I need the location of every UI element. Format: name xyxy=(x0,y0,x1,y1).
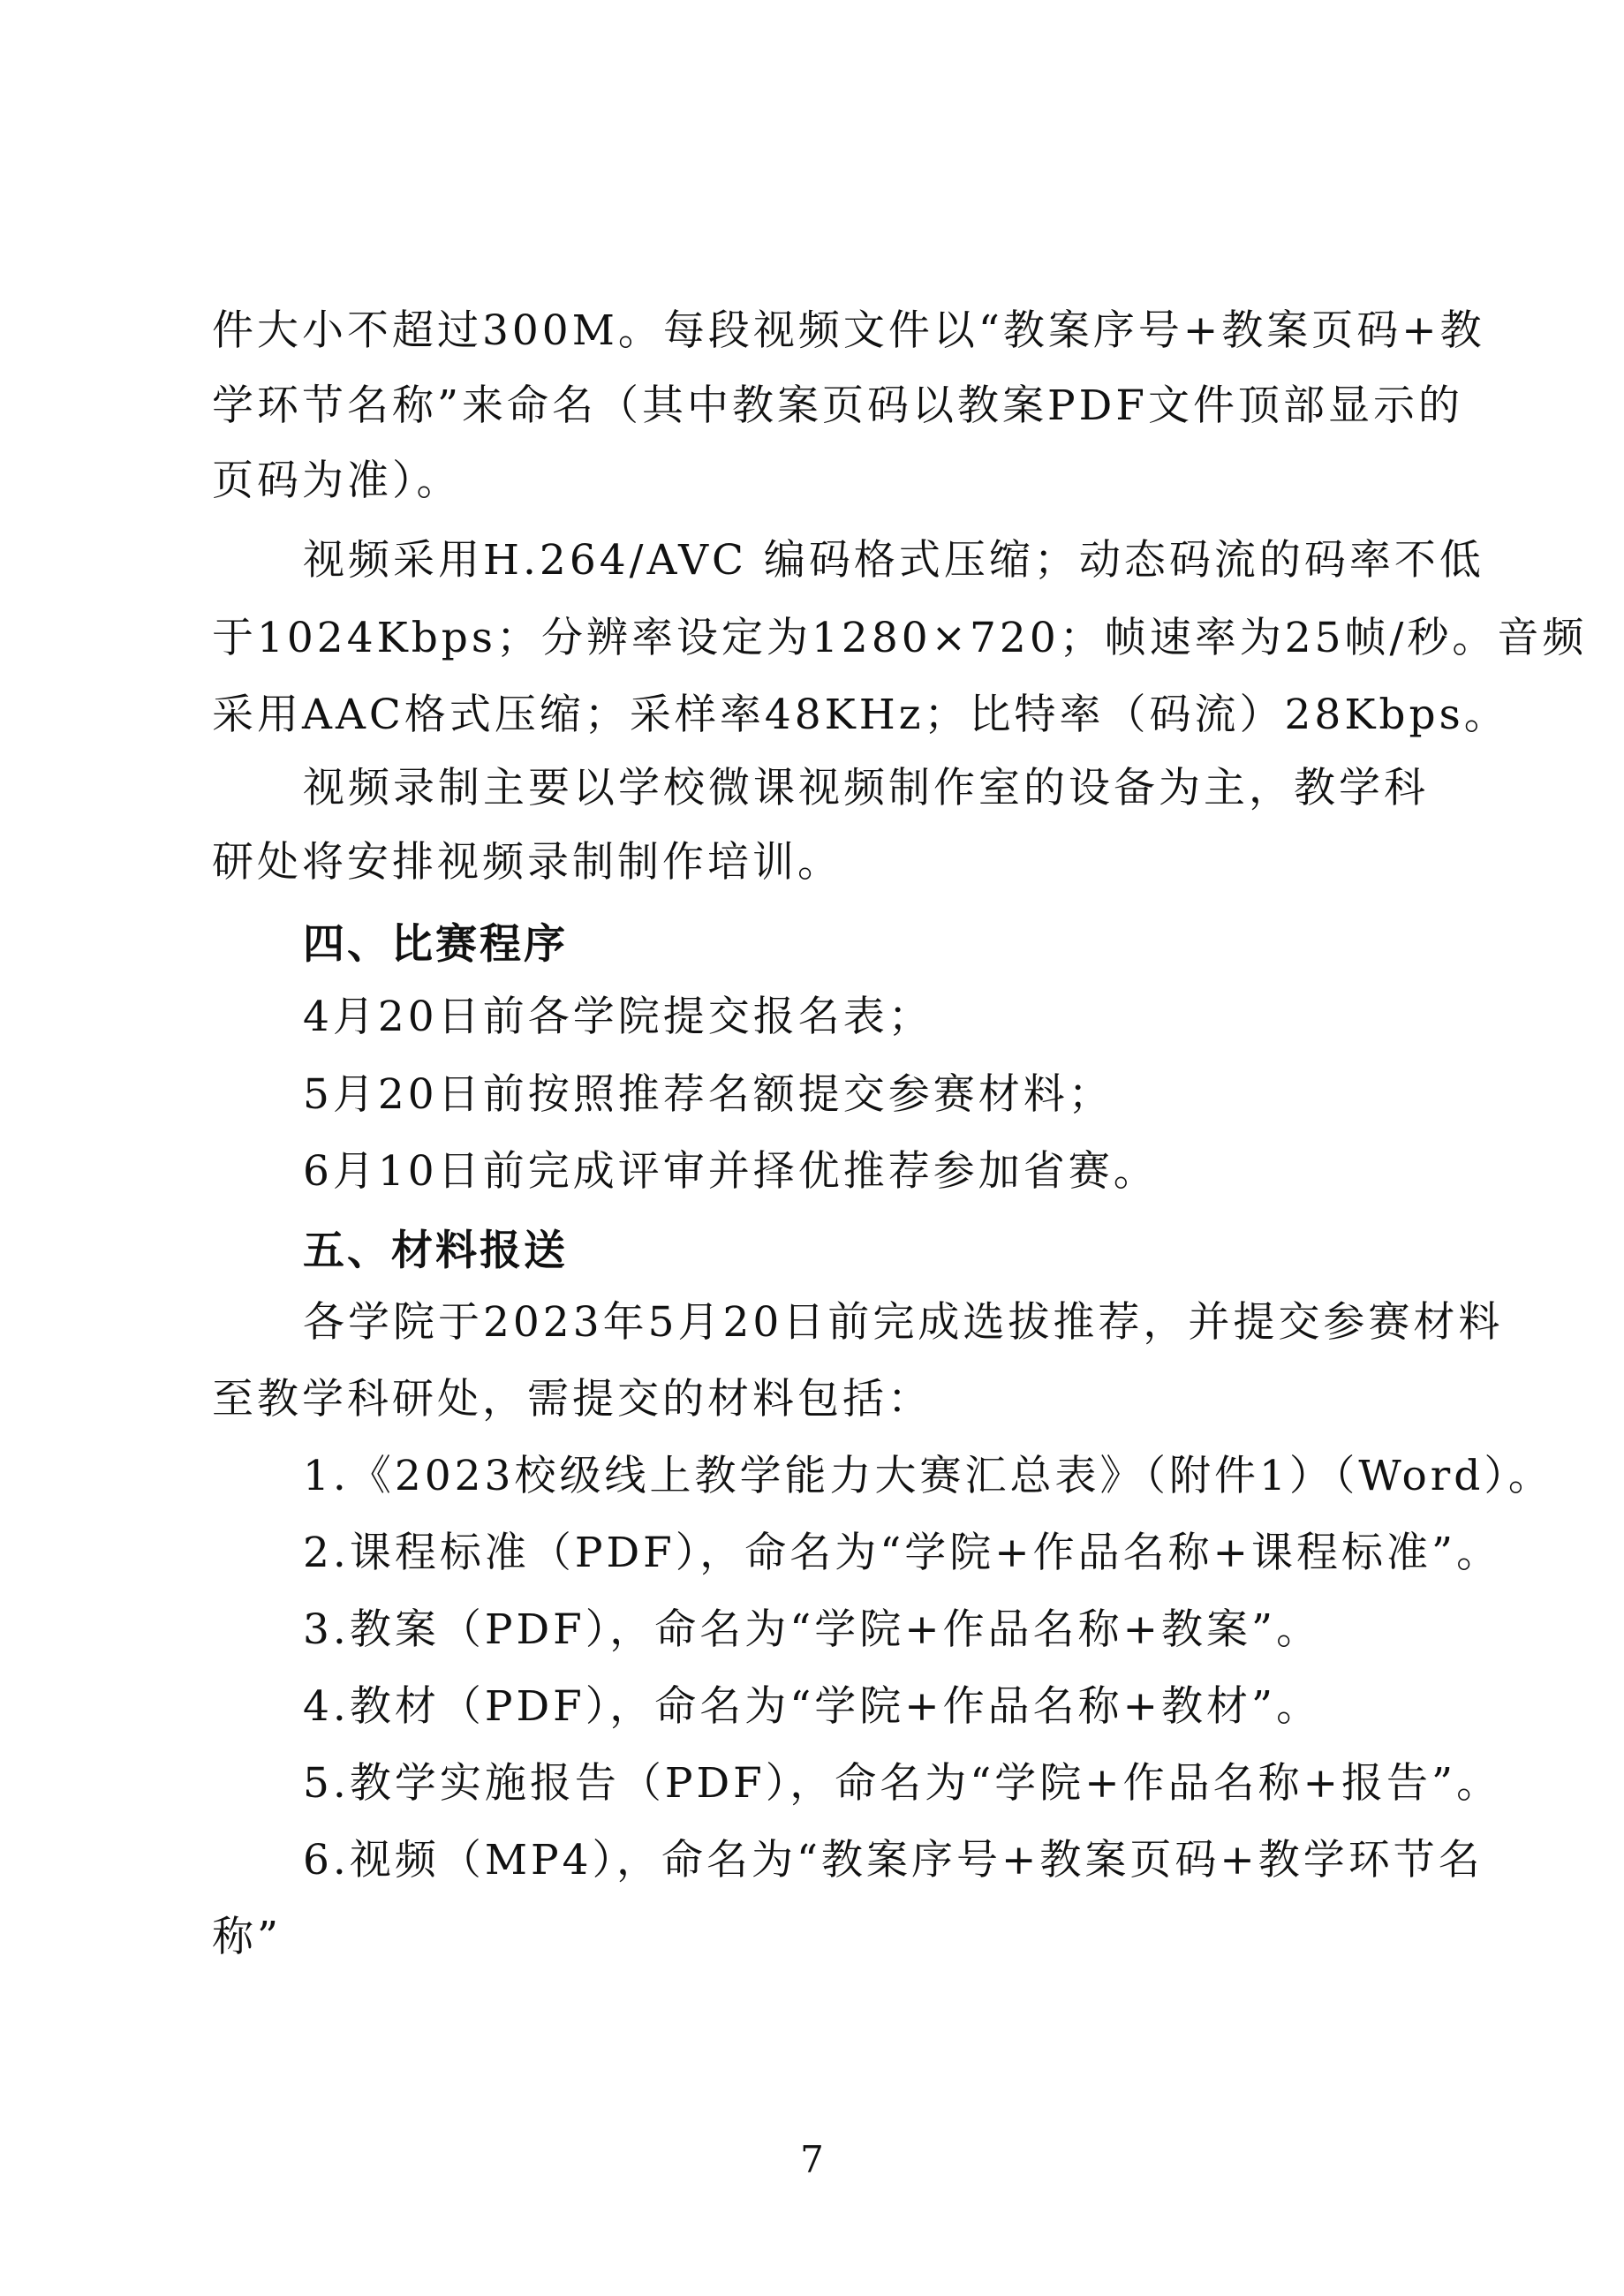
page-number: 7 xyxy=(800,2138,824,2181)
list-item-continuation: 称” xyxy=(212,1913,283,1961)
paragraph-line: 采用AAC格式压缩；采样率48KHz；比特率（码流）28Kbps。 xyxy=(212,691,1509,739)
list-item: 6.视频（MP4），命名为“教案序号+教案页码+教学环节名 xyxy=(303,1836,1484,1884)
paragraph-line: 各学院于2023年5月20日前完成选拔推荐，并提交参赛材料 xyxy=(303,1298,1504,1347)
paragraph-line: 研处将安排视频录制制作培训。 xyxy=(212,838,842,887)
list-item: 3.教案（PDF），命名为“学院+作品名称+教案”。 xyxy=(303,1605,1322,1654)
paragraph-line: 至教学科研处，需提交的材料包括： xyxy=(212,1375,933,1424)
paragraph-line: 于1024Kbps；分辨率设定为1280×720；帧速率为25帧/秒。音频 xyxy=(212,614,1588,662)
paragraph-line: 视频采用H.264/AVC 编码格式压缩；动态码流的码率不低 xyxy=(303,536,1484,585)
list-item: 2.课程标准（PDF），命名为“学院+作品名称+课程标准”。 xyxy=(303,1529,1502,1577)
list-item: 1.《2023校级线上教学能力大赛汇总表》（附件1）（Word）。 xyxy=(303,1452,1553,1500)
paragraph-line: 4月20日前各学院提交报名表； xyxy=(303,993,933,1041)
paragraph-line: 页码为准）。 xyxy=(212,457,462,505)
section-heading: 五、材料报送 xyxy=(303,1227,568,1275)
list-item: 5.教学实施报告（PDF），命名为“学院+作品名称+报告”。 xyxy=(303,1759,1502,1808)
paragraph-line: 6月10日前完成评审并择优推荐参加省赛。 xyxy=(303,1147,1159,1196)
paragraph-line: 视频录制主要以学校微课视频制作室的设备为主，教学科 xyxy=(303,764,1429,812)
paragraph-line: 5月20日前按照推荐名额提交参赛材料； xyxy=(303,1070,1114,1119)
paragraph-line: 件大小不超过300M。每段视频文件以“教案序号+教案页码+教 xyxy=(212,306,1485,355)
section-heading: 四、比赛程序 xyxy=(303,920,568,969)
list-item: 4.教材（PDF），命名为“学院+作品名称+教材”。 xyxy=(303,1682,1322,1731)
paragraph-line: 学环节名称”来命名（其中教案页码以教案PDF文件顶部显示的 xyxy=(212,381,1463,430)
